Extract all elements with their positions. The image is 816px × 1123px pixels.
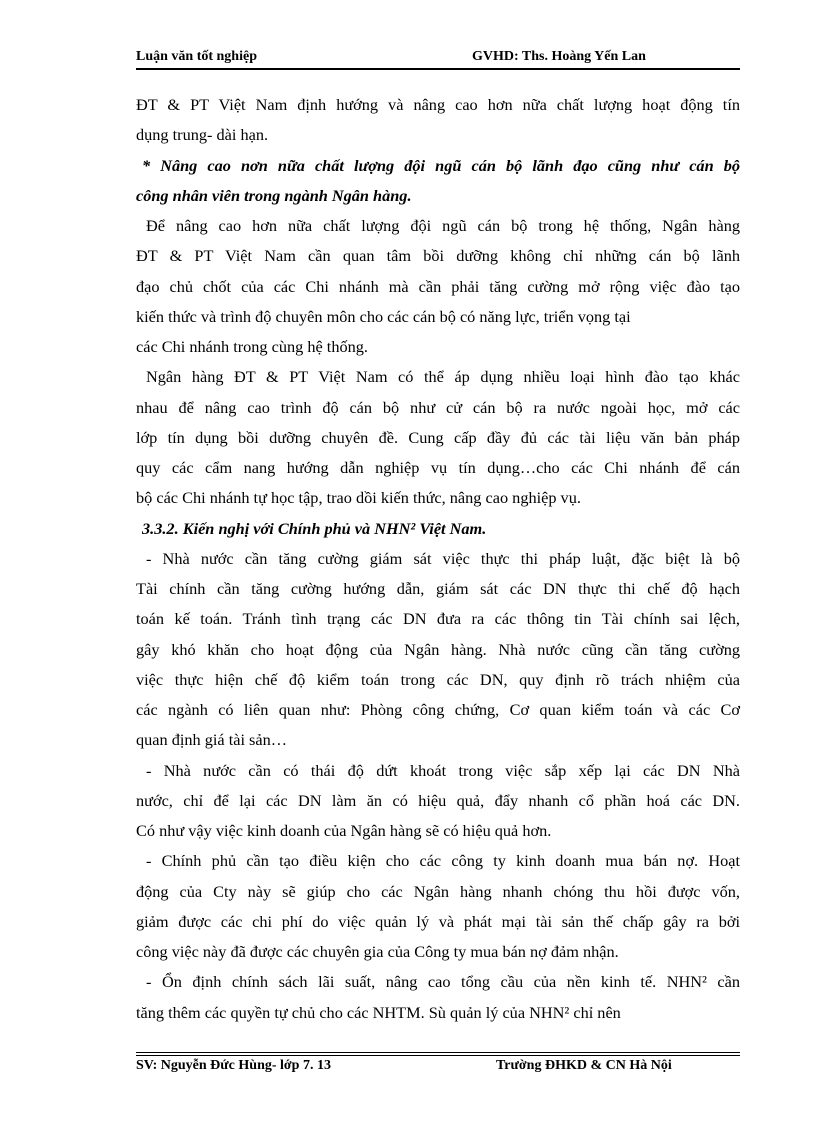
- text-line: các Chi nhánh trong cùng hệ thống.: [136, 337, 368, 356]
- footer-divider: [136, 1052, 740, 1056]
- text-line: quy các cẩm nang hướng dẫn nghiệp vụ tín dụng…cho các Chi nhánh để cán: [136, 458, 740, 477]
- text-line: nước, chỉ để lại các DN làm ăn có hiệu quả, đẩy nhanh cổ phần hoá các DN.: [136, 790, 740, 810]
- text-line: việc thực hiện chế độ kiểm toán trong các DN, quy định rõ trách nhiệm của: [136, 669, 740, 689]
- page-header: [136, 49, 740, 69]
- text-line: gây khó khăn cho hoạt động của Ngân hàng. Nhà nước cũng cần tăng cường: [136, 639, 740, 659]
- text-line: - Chính phủ cần tạo điều kiện cho các công ty kinh doanh mua bán nợ. Hoạt: [146, 851, 740, 871]
- text-line: quan định giá tài sản…: [136, 730, 288, 750]
- text-line: toán kế toán. Tránh tình trạng các DN đưa ra các thông tin Tài chính sai lệch,: [136, 609, 740, 629]
- text-line: động của Cty này sẽ giúp cho các Ngân hàng nhanh chóng thu hồi được vốn,: [136, 881, 740, 901]
- text-line: lớp tín dụng bồi dưỡng chuyên đề. Cung cấp đầy đủ các tài liệu văn bản pháp: [136, 427, 740, 447]
- header-advisor: GVHD: Ths. Hoàng Yến Lan: [472, 49, 646, 64]
- text-line: tăng thêm các quyền tự chủ cho các NHTM. Sù quản lý của NHN² chỉ nên: [136, 1002, 621, 1022]
- header-thesis-label: Luận văn tốt nghiệp: [136, 49, 257, 64]
- text-line: kiến thức và trình độ chuyên môn cho các cán bộ có năng lực, triển vọng tại: [136, 306, 631, 326]
- text-line: nhau để nâng cao trình độ cán bộ như cử cán bộ ra nước ngoài học, mở các: [136, 397, 740, 417]
- header-divider: [136, 68, 740, 70]
- text-line: giảm được các chi phí do việc quản lý và phát mại tài sản thế chấp gây ra bởi: [136, 911, 740, 931]
- text-line: công việc này đã được các chuyên gia của Công ty mua bán nợ đảm nhận.: [136, 942, 619, 961]
- text-line: dụng trung- dài hạn.: [136, 125, 269, 145]
- text-line: ĐT & PT Việt Nam cần quan tâm bồi dưỡng không chỉ những cán bộ lãnh: [136, 246, 740, 266]
- page-footer: [136, 1058, 740, 1078]
- section-heading: công nhân viên trong ngành Ngân hàng.: [136, 185, 412, 205]
- text-line: bộ các Chi nhánh tự học tập, trao dồi kiến thức, nâng cao nghiệp vụ.: [136, 488, 581, 508]
- page-body: [136, 90, 740, 1028]
- text-line: các ngành có liên quan như: Phòng công chứng, Cơ quan kiểm toán và các Cơ: [136, 700, 740, 719]
- text-line: Có như vậy việc kinh doanh của Ngân hàng sẽ có hiệu quả hơn.: [136, 821, 552, 840]
- text-line: ĐT & PT Việt Nam định hướng và nâng cao hơn nữa chất lượng hoạt động tín: [136, 95, 740, 114]
- text-line: - Nhà nước cần có thái độ dứt khoát trong việc sắp xếp lại các DN Nhà: [146, 760, 740, 780]
- subsection-heading: 3.3.2. Kiến nghị với Chính phủ và NHN² Việt Nam.: [142, 518, 487, 538]
- text-line: Tài chính cần tăng cường hướng dẫn, giám sát các DN thực thi chế độ hạch: [136, 579, 740, 598]
- text-line: đạo chủ chốt của các Chi nhánh mà cần phải tăng cường mở rộng việc đào tạo: [136, 276, 740, 296]
- section-heading: * Nâng cao nơn nữa chất lượng đội ngũ cán bộ lãnh đạo cũng như cán bộ: [142, 155, 740, 175]
- text-line: Để nâng cao hơn nữa chất lượng đội ngũ cán bộ trong hệ thống, Ngân hàng: [146, 216, 740, 235]
- text-line: - Ổn định chính sách lãi suất, nâng cao tổng cầu của nền kinh tế. NHN² cần: [146, 972, 740, 992]
- footer-student: SV: Nguyễn Đức Hùng- lớp 7. 13: [136, 1058, 331, 1073]
- footer-school: Trường ĐHKD & CN Hà Nội: [496, 1058, 672, 1073]
- text-line: Ngân hàng ĐT & PT Việt Nam có thể áp dụng nhiều loại hình đào tạo khác: [146, 367, 740, 387]
- text-line: - Nhà nước cần tăng cường giám sát việc thực thi pháp luật, đặc biệt là bộ: [146, 548, 740, 568]
